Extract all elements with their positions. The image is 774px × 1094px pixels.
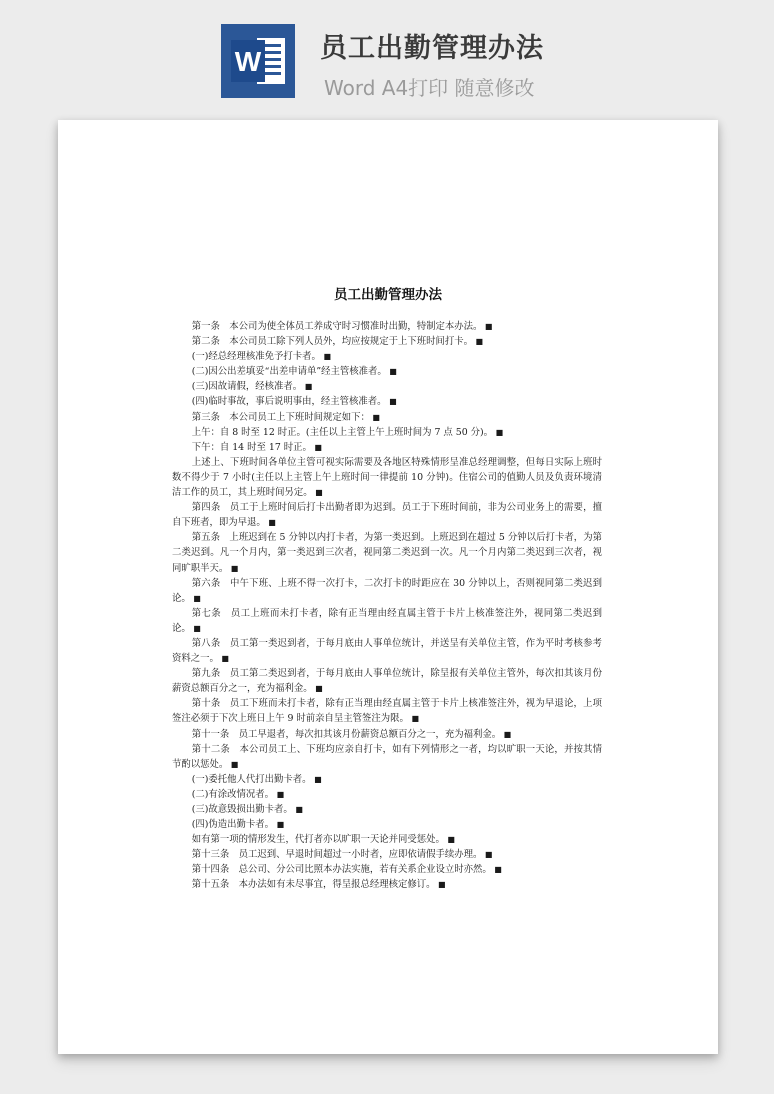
paragraph: 如有第一项的情形发生，代打者亦以旷职一天论并同受惩处。 ■ (172, 832, 602, 847)
paragraph: (四)临时事故，事后说明事由，经主管核准者。 ■ (172, 394, 602, 409)
icon-letter: W (234, 46, 262, 77)
paragraph: (二)有涂改情况者。 ■ (172, 787, 602, 802)
paragraph: 第五条 上班迟到在 5 分钟以内打卡者，为第一类迟到。上班迟到在超过 5 分钟以后打卡者，为第二类迟到。凡一个月内，第一类迟到三次者，视同第二类迟到一次。凡一个月内第二类迟到三次者，视同旷职半天。 ■ (172, 530, 602, 575)
paragraph: 第六条 中午下班、上班不得一次打卡，二次打卡的时距应在 30 分钟以上，否则视同第二类迟到论。 ■ (172, 576, 602, 606)
paragraph: 第十四条 总公司、分公司比照本办法实施，若有关系企业设立时亦然。 ■ (172, 862, 602, 877)
paragraph: 上述上、下班时间各单位主管可视实际需要及各地区特殊情形呈准总经理调整，但每日实际上班时数不得少于 7 小时(主任以上主管上午上班时间一律提前 10 分钟)。住宿公司的值勤人员及负责环境清洁工作的员工，其上班时间另定。 ■ (172, 455, 602, 500)
word-document-icon (221, 24, 295, 98)
paragraph: 第十二条 本公司员工上、下班均应亲自打卡，如有下列情形之一者，均以旷职一天论，并按其情节酌以惩处。 ■ (172, 742, 602, 772)
document-title: 员工出勤管理办法 (334, 287, 442, 303)
paragraph: 第一条 本公司为使全体员工养成守时习惯准时出勤，特制定本办法。 ■ (172, 319, 602, 334)
paragraph: 第九条 员工第二类迟到者，于每月底由人事单位统计，除呈报有关单位主管外，每次扣其该月份薪资总额百分之一，充为福利金。 ■ (172, 666, 602, 696)
paragraph: 第十一条 员工早退者，每次扣其该月份薪资总额百分之一，充为福利金。 ■ (172, 727, 602, 742)
paragraph: 第七条 员工上班而未打卡者，除有正当理由经直属主管于卡片上核准签注外，视同第二类迟到论。 ■ (172, 606, 602, 636)
banner-subtitle: Word A4打印 随意修改 (324, 76, 535, 100)
paragraph: 上午：自 8 时至 12 时正。(主任以上主管上午上班时间为 7 点 50 分)。 ■ (172, 425, 602, 440)
document-body (172, 319, 602, 893)
paragraph: 第八条 员工第一类迟到者，于每月底由人事单位统计，并送呈有关单位主管，作为平时考核参考资料之一。 ■ (172, 636, 602, 666)
paragraph: 第四条 员工于上班时间后打卡出勤者即为迟到。员工于下班时间前，非为公司业务上的需要，擅自下班者，即为早退。 ■ (172, 500, 602, 530)
paragraph: (三)故意毁损出勤卡者。 ■ (172, 802, 602, 817)
banner-title: 员工出勤管理办法 (320, 33, 544, 64)
paragraph: 第三条 本公司员工上下班时间规定如下： ■ (172, 410, 602, 425)
paragraph: (一)委托他人代打出勤卡者。 ■ (172, 772, 602, 787)
document-page (58, 120, 718, 1054)
paragraph: (一)经总经理核准免予打卡者。 ■ (172, 349, 602, 364)
paragraph: 第二条 本公司员工除下列人员外，均应按规定于上下班时间打卡。 ■ (172, 334, 602, 349)
paragraph: 下午：自 14 时至 17 时正。 ■ (172, 440, 602, 455)
paragraph: 第十条 员工下班而未打卡者，除有正当理由经直属主管于卡片上核准签注外，视为早退论，上项签注必须于下次上班日上午 9 时前亲自呈主管签注为限。 ■ (172, 696, 602, 726)
paragraph: (三)因故请假，经核准者。 ■ (172, 379, 602, 394)
banner (0, 0, 774, 118)
paragraph: (四)伪造出勤卡者。 ■ (172, 817, 602, 832)
paragraph: 第十五条 本办法如有未尽事宜，得呈报总经理核定修订。 ■ (172, 877, 602, 892)
paragraph: (二)因公出差填妥“出差申请单”经主管核准者。 ■ (172, 364, 602, 379)
paragraph: 第十三条 员工迟到、早退时间超过一小时者，应即依请假手续办理。 ■ (172, 847, 602, 862)
